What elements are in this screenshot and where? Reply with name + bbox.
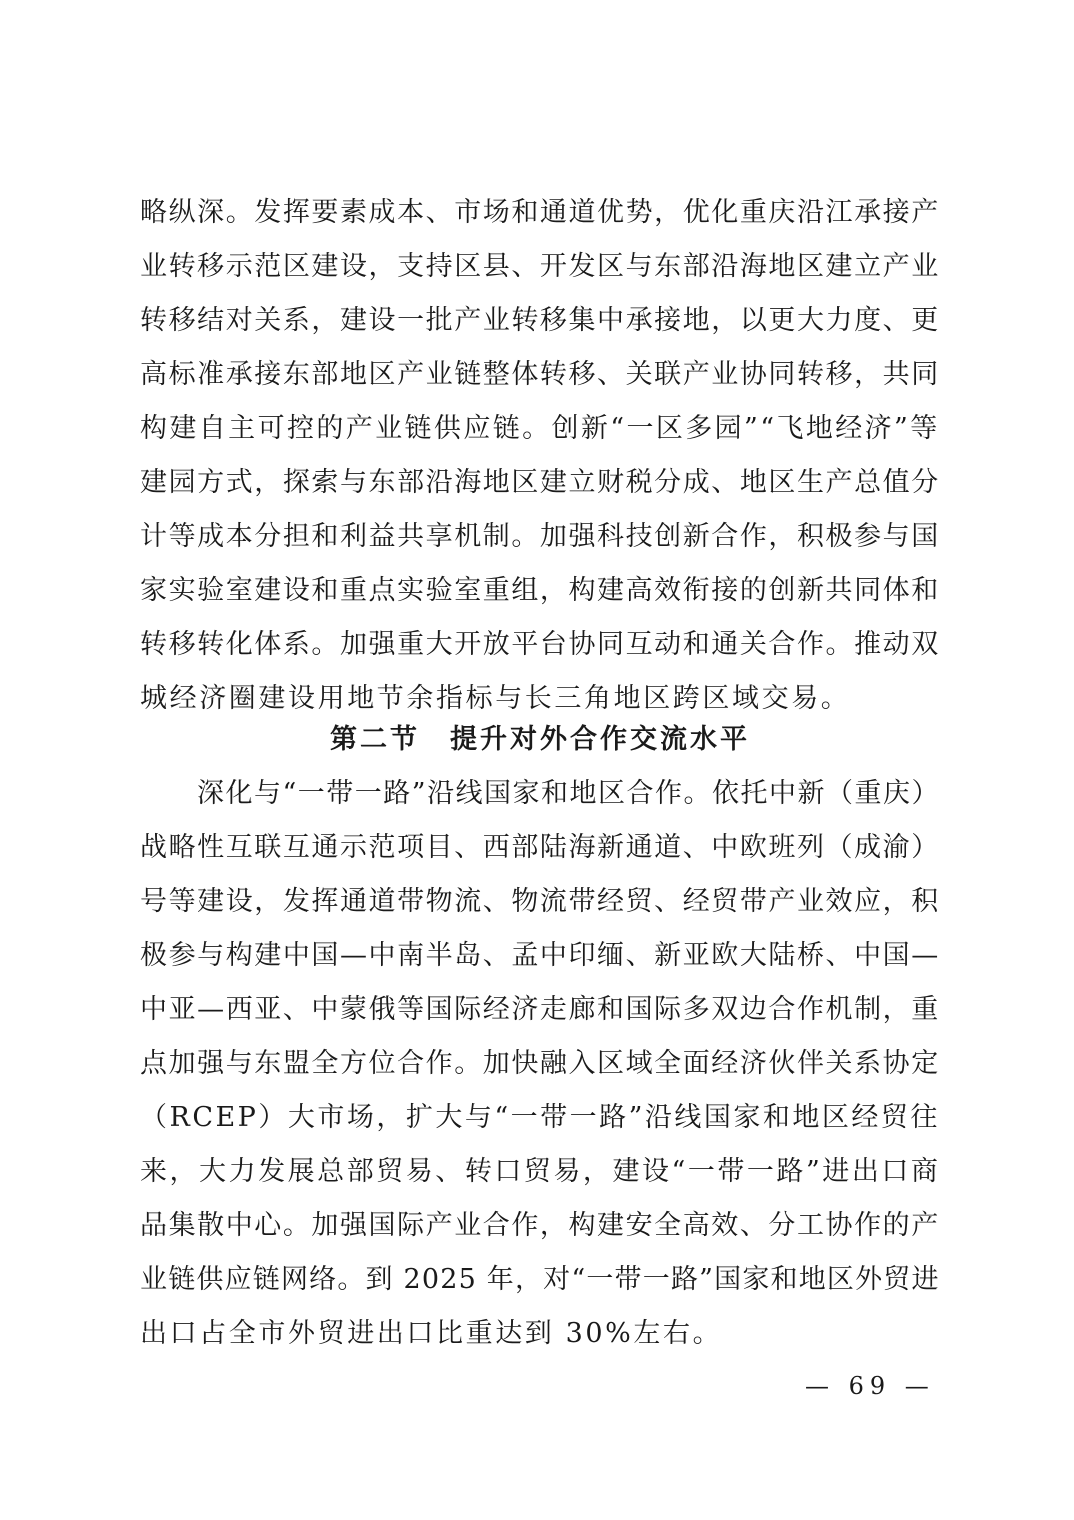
paragraph-1-line: 城经济圈建设用地节余指标与长三角地区跨区域交易。: [140, 683, 851, 714]
paragraph-2-line: 中亚—西亚、中蒙俄等国际经济走廊和国际多双边合作机制，重: [140, 994, 940, 1025]
paragraph-2-line: 点加强与东盟全方位合作。加快融入区域全面经济伙伴关系协定: [140, 1048, 940, 1079]
paragraph-2-line: 深化与“一带一路”沿线国家和地区合作。依托中新（重庆）: [140, 778, 941, 809]
page-number: — 69 —: [805, 1372, 935, 1400]
paragraph-2-line: 业链供应链网络。到 2025 年，对“一带一路”国家和地区外贸进: [140, 1264, 940, 1295]
paragraph-1-line: 计等成本分担和利益共享机制。加强科技创新合作，积极参与国: [140, 521, 940, 552]
paragraph-2-line: （RCEP）大市场，扩大与“一带一路”沿线国家和地区经贸往: [140, 1102, 940, 1133]
paragraph-1-line: 转移转化体系。加强重大开放平台协同互动和通关合作。推动双: [140, 629, 940, 660]
paragraph-1-line: 构建自主可控的产业链供应链。创新“一区多园”“飞地经济”等: [140, 413, 940, 444]
paragraph-1-line: 建园方式，探索与东部沿海地区建立财税分成、地区生产总值分: [140, 467, 940, 498]
paragraph-1-line: 高标准承接东部地区产业链整体转移、关联产业协同转移，共同: [140, 359, 940, 390]
paragraph-1-line: 转移结对关系，建设一批产业转移集中承接地，以更大力度、更: [140, 305, 940, 336]
paragraph-2-line: 战略性互联互通示范项目、西部陆海新通道、中欧班列（成渝）: [140, 832, 940, 863]
paragraph-2-line: 品集散中心。加强国际产业合作，构建安全高效、分工协作的产: [140, 1210, 940, 1241]
paragraph-1-line: 略纵深。发挥要素成本、市场和通道优势，优化重庆沿江承接产: [140, 197, 940, 228]
paragraph-1-line: 业转移示范区建设，支持区县、开发区与东部沿海地区建立产业: [140, 251, 940, 282]
paragraph-2-line: 号等建设，发挥通道带物流、物流带经贸、经贸带产业效应，积: [140, 886, 940, 917]
section-heading: 第二节 提升对外合作交流水平: [330, 724, 750, 755]
paragraph-2-line: 极参与构建中国—中南半岛、孟中印缅、新亚欧大陆桥、中国—: [140, 940, 940, 971]
paragraph-2-line: 出口占全市外贸进出口比重达到 30%左右。: [140, 1318, 723, 1349]
paragraph-1-line: 家实验室建设和重点实验室重组，构建高效衔接的创新共同体和: [140, 575, 940, 606]
paragraph-2-line: 来，大力发展总部贸易、转口贸易，建设“一带一路”进出口商: [140, 1156, 941, 1187]
